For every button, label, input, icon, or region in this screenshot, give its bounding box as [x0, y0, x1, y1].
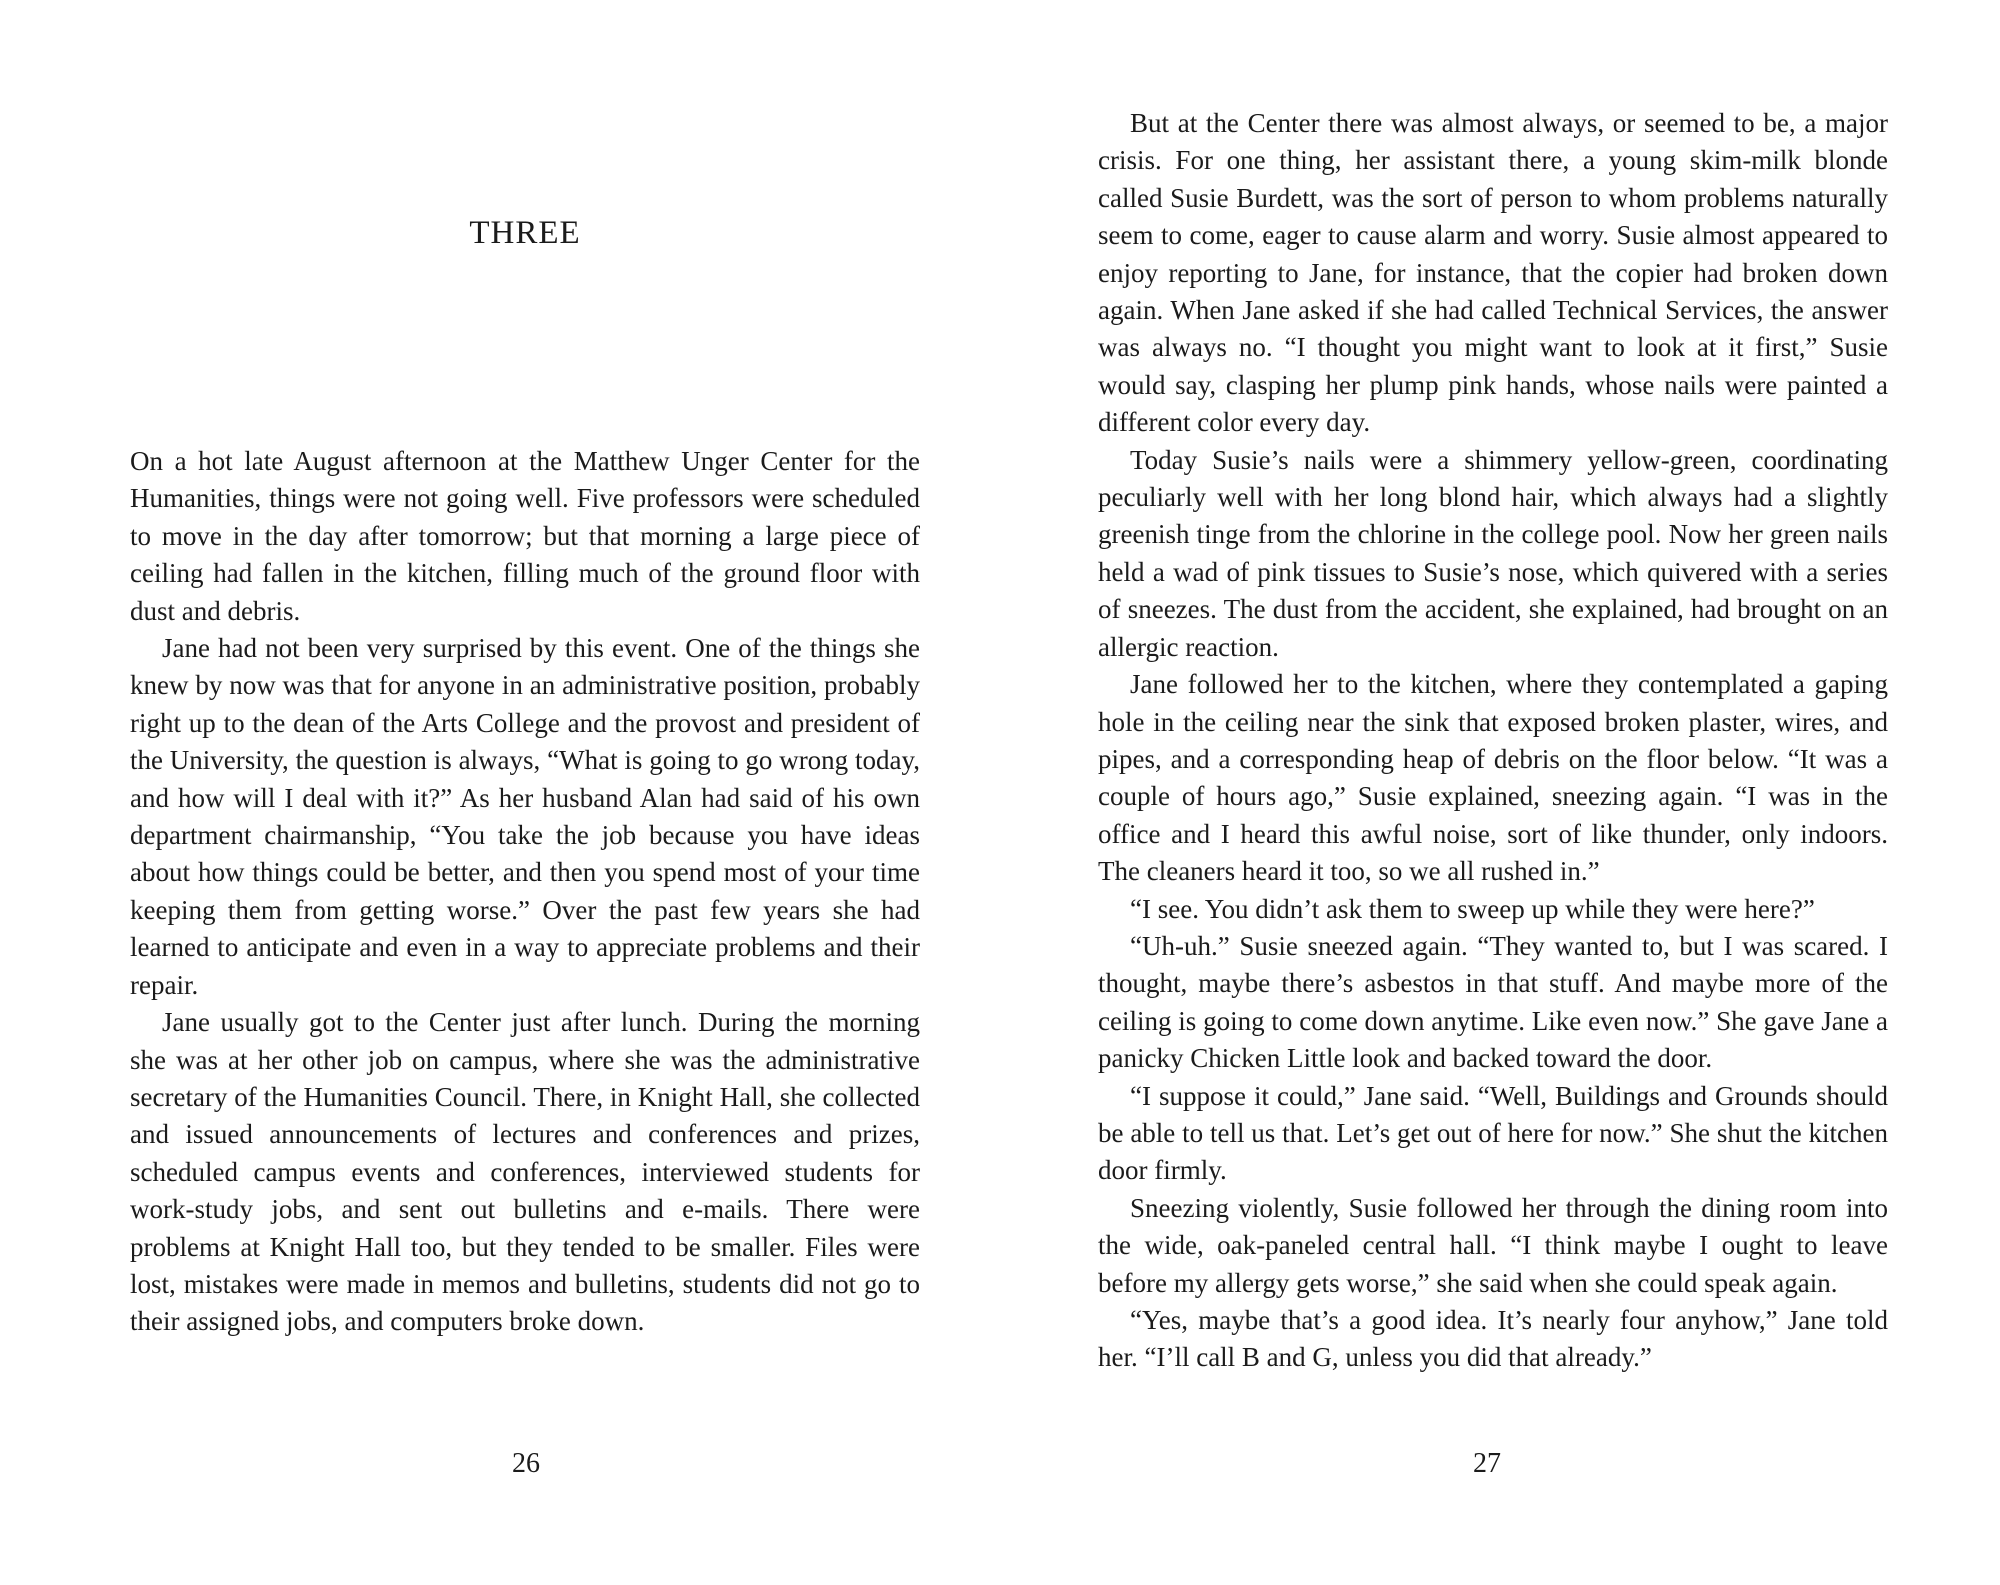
paragraph: Sneezing violently, Susie followed her through the dining room into the wide, oak-paneled central hall. “I think maybe I ought to leave before my allergy gets worse,” she said when she could speak again. — [1098, 1192, 1888, 1298]
paragraph: “I suppose it could,” Jane said. “Well, Buildings and Grounds should be able to tell us that. Let’s get out of here for now.” She shut the kitchen door firmly. — [1098, 1080, 1888, 1186]
page-number: 26 — [512, 1448, 540, 1479]
paragraph: Today Susie’s nails were a shimmery yellow-green, coordinating peculiarly well with her long blond hair, which always had a slightly greenish tinge from the chlorine in the college pool. Now her green nails held a wad of pink tissues to Susie’s nose, which quivered with a series of sneezes. The dust from the accident, she explained, had brought on an allergic reaction. — [1098, 444, 1888, 662]
paragraph: Jane followed her to the kitchen, where they contemplated a gaping hole in the ceiling near the sink that exposed broken plaster, wires, and pipes, and a corresponding heap of debris on the floor below. “It was a couple of hours ago,” Susie explained, sneezing again. “I was in the office and I heard this awful noise, sort of like thunder, only indoors. The cleaners heard it too, so we all rushed in.” — [1098, 669, 1888, 887]
chapter-title: THREE — [469, 215, 581, 251]
paragraph: “I see. You didn’t ask them to sweep up while they were here?” — [1130, 893, 1815, 924]
left-page-text — [130, 443, 920, 1341]
page-number: 27 — [1473, 1448, 1501, 1479]
paragraph: Jane usually got to the Center just after lunch. During the morning she was at her other job on campus, where she was the administrative secretary of the Humanities Council. There, in Knight Hall, she collected and issued announcements of lectures and conferences and prizes, scheduled campus events and conferences, interviewed students for work-study jobs, and sent out bulletins and e-mails. There were problems at Knight Hall too, but they tended to be smaller. Files were lost, mistakes were made in memos and bulletins, students did not go to their assigned jobs, and computers broke down. — [130, 1007, 920, 1337]
right-page — [1000, 0, 2000, 1585]
paragraph: On a hot late August afternoon at the Matthew Unger Center for the Humanities, things were not going well. Five professors were scheduled to move in the day after tomorrow; but that morning a large piece of ceiling had fallen in the kitchen, filling much of the ground floor with dust and debris. — [130, 446, 920, 626]
right-page-text — [1098, 105, 1888, 1377]
paragraph: Jane had not been very surprised by this event. One of the things she knew by now was that for anyone in an administrative position, probably right up to the dean of the Arts College and the provost and president of the University, the question is always, “What is going to go wrong today, and how will I deal with it?” As her husband Alan had said of his own department chairmanship, “You take the job because you have ideas about how things could be better, and then you spend most of your time keeping them from getting worse.” Over the past few years she had learned to anticipate and even in a way to appreciate problems and their repair. — [130, 633, 920, 1000]
paragraph: “Yes, maybe that’s a good idea. It’s nearly four anyhow,” Jane told her. “I’ll call B and G, unless you did that already.” — [1098, 1305, 1888, 1373]
paragraph: “Uh-uh.” Susie sneezed again. “They wanted to, but I was scared. I thought, maybe there’s asbestos in that stuff. And maybe more of the ceiling is going to come down anytime. Like even now.” She gave Jane a panicky Chicken Little look and backed toward the door. — [1098, 930, 1888, 1074]
paragraph: But at the Center there was almost always, or seemed to be, a major crisis. For one thing, her assistant there, a young skim-milk blonde called Susie Burdett, was the sort of person to whom problems naturally seem to come, eager to cause alarm and worry. Susie almost appeared to enjoy reporting to Jane, for instance, that the copier had broken down again. When Jane asked if she had called Technical Services, the answer was always no. “I thought you might want to look at it first,” Susie would say, clasping her plump pink hands, whose nails were painted a different color every day. — [1098, 108, 1888, 438]
